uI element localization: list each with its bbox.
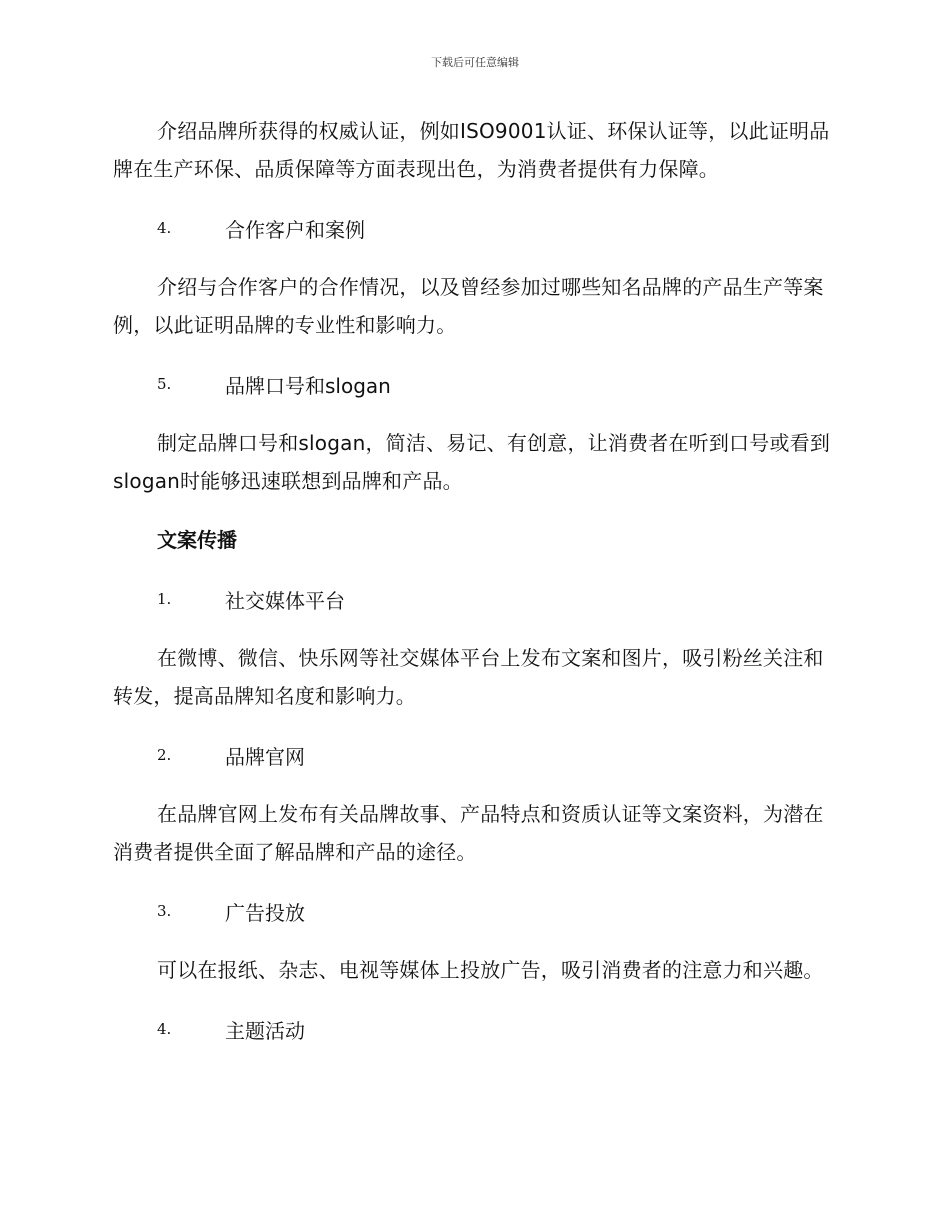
paragraph-partners: 介绍与合作客户的合作情况，以及曾经参加过哪些知名品牌的产品生产等案例，以此证明品牌的专业性和影响力。 [113, 275, 824, 337]
document-body [113, 112, 841, 1048]
paragraph-slogan: 制定品牌口号和slogan，简洁、易记、有创意，让消费者在听到口号或看到slogan时能够迅速联想到品牌和产品。 [113, 431, 831, 493]
list-title: 品牌口号和slogan [225, 373, 391, 398]
list-item-official-site [113, 736, 841, 774]
list-title: 广告投放 [225, 900, 305, 925]
list-item-partners [113, 209, 841, 247]
list-title: 合作客户和案例 [225, 217, 365, 242]
list-title: 主题活动 [225, 1018, 305, 1043]
list-number: 3. [157, 902, 172, 920]
paragraph-certification: 介绍品牌所获得的权威认证，例如ISO9001认证、环保认证等，以此证明品牌在生产环保、品质保障等方面表现出色，为消费者提供有力保障。 [113, 119, 830, 181]
list-number: 2. [157, 746, 172, 764]
page-header-note: 下载后可任意编辑 [431, 56, 519, 69]
list-title: 社交媒体平台 [225, 588, 345, 613]
paragraph-social-media: 在微博、微信、快乐网等社交媒体平台上发布文案和图片，吸引粉丝关注和转发，提高品牌知名度和影响力。 [113, 646, 824, 708]
list-item-social-media [113, 580, 841, 618]
list-item-slogan [113, 365, 841, 403]
section-heading-copy-distribution: 文案传播 [157, 528, 237, 552]
list-number: 4. [157, 1020, 172, 1038]
list-item-advertising [113, 892, 841, 930]
list-number: 4. [157, 219, 172, 237]
paragraph-official-site: 在品牌官网上发布有关品牌故事、产品特点和资质认证等文案资料，为潜在消费者提供全面了解品牌和产品的途径。 [113, 802, 824, 864]
list-number: 1. [157, 590, 172, 608]
list-title: 品牌官网 [225, 744, 305, 769]
list-item-themed-events [113, 1010, 841, 1048]
list-number: 5. [157, 375, 172, 393]
paragraph-advertising: 可以在报纸、杂志、电视等媒体上投放广告，吸引消费者的注意力和兴趣。 [157, 958, 824, 982]
